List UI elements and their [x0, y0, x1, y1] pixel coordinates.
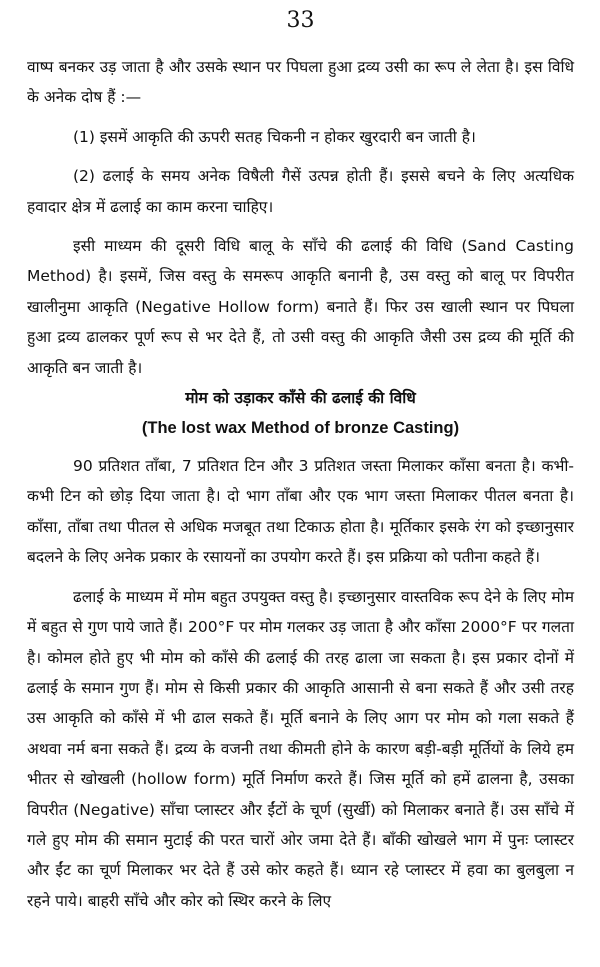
page-number: 33: [286, 8, 315, 33]
paragraph-defect-2: (2) ढलाई के समय अनेक विषैली गैसें उत्पन्न होती हैं। इससे बचने के लिए अत्यधिक हवादार क्षेत्र में ढलाई का काम करना चाहिए।: [27, 167, 574, 216]
section-heading-english: (The lost wax Method of bronze Casting): [141, 419, 460, 438]
paragraph-vapor: वाष्प बनकर उड़ जाता है और उसके स्थान पर पिघला हुआ द्रव्य उसी का रूप ले लेता है। इस विधि के अनेक दोष हैं :—: [27, 58, 574, 107]
section-heading-hindi: मोम को उड़ाकर काँसे की ढलाई की विधि: [185, 389, 416, 408]
paragraph-wax-casting: ढलाई के माध्यम में मोम बहुत उपयुक्त वस्तु है। इच्छानुसार वास्तविक रूप देने के लिए मोम में बहुत से गुण पाये जाते हैं। 200°F पर मोम गलकर उड़ जाता है और काँसा 2000°F पर गलता है। कोमल होते हुए भी मोम को काँसे की ढलाई की तरह ढाला जा सकता है। इस प्रकार दोनों में ढलाई के समान गुण हैं। मोम से किसी प्रकार की आकृति आसानी से बना सकते हैं और उसी तरह उस आकृति को काँसे में भी ढाल सकते हैं। मूर्ति बनाने के लिए आग पर मोम को गला सकते हैं अथवा नर्म बना सकते हैं। द्रव्य के वजनी तथा कीमती होने के कारण बड़ी-बड़ी मूर्तियों के लिये हम भीतर से खोखली (hollow form) मूर्ति निर्माण करते हैं। जिस मूर्ति को हमें ढालना है, उसका विपरीत (Negative) साँचा प्लास्टर और ईंटों के चूर्ण (सुर्खी) को मिलाकर बनाते हैं। उस साँचे में गले हुए मोम की समान मुटाई की परत चारों ओर जमा देते हैं। बाँकी खोखले भाग में पुनः प्लास्टर और ईंट का चूर्ण मिलाकर भर देते हैं उसे कोर कहते हैं। ध्यान रहे प्लास्टर में हवा का बुलबुला न रहने पाये। बाहरी साँचे और कोर को स्थिर करने के लिए: [27, 587, 574, 910]
paragraph-sand-casting: इसी माध्यम की दूसरी विधि बालू के साँचे की ढलाई की विधि (Sand Casting Method) है। इसमें, जिस वस्तु के समरूप आकृति बनानी है, उस वस्तु को बालू पर विपरीत खालीनुमा आकृति (Negative Hollow form) बनाते हैं। फिर उस खाली स्थान पर पिघला हुआ द्रव्य ढालकर पूर्ण रूप से भर देते हैं, तो उसी वस्तु की आकृति जैसी उस द्रव्य की मूर्ति की आकृति बन जाती है।: [27, 237, 574, 377]
paragraph-defect-1: (1) इसमें आकृति की ऊपरी सतह चिकनी न होकर खुरदारी बन जाती है।: [73, 127, 476, 146]
paragraph-bronze-composition: 90 प्रतिशत ताँबा, 7 प्रतिशत टिन और 3 प्रतिशत जस्ता मिलाकर काँसा बनता है। कभी-कभी टिन को छोड़ दिया जाता है। दो भाग ताँबा और एक भाग जस्ता मिलाकर पीतल बनता है। काँसा, ताँबा तथा पीतल से अधिक मजबूत तथा टिकाऊ होता है। मूर्तिकार इसके रंग को इच्छानुसार बदलने के लिए अनेक प्रकार के रसायनों का उपयोग करते हैं। इस प्रक्रिया को पतीना कहते हैं।: [27, 457, 574, 567]
